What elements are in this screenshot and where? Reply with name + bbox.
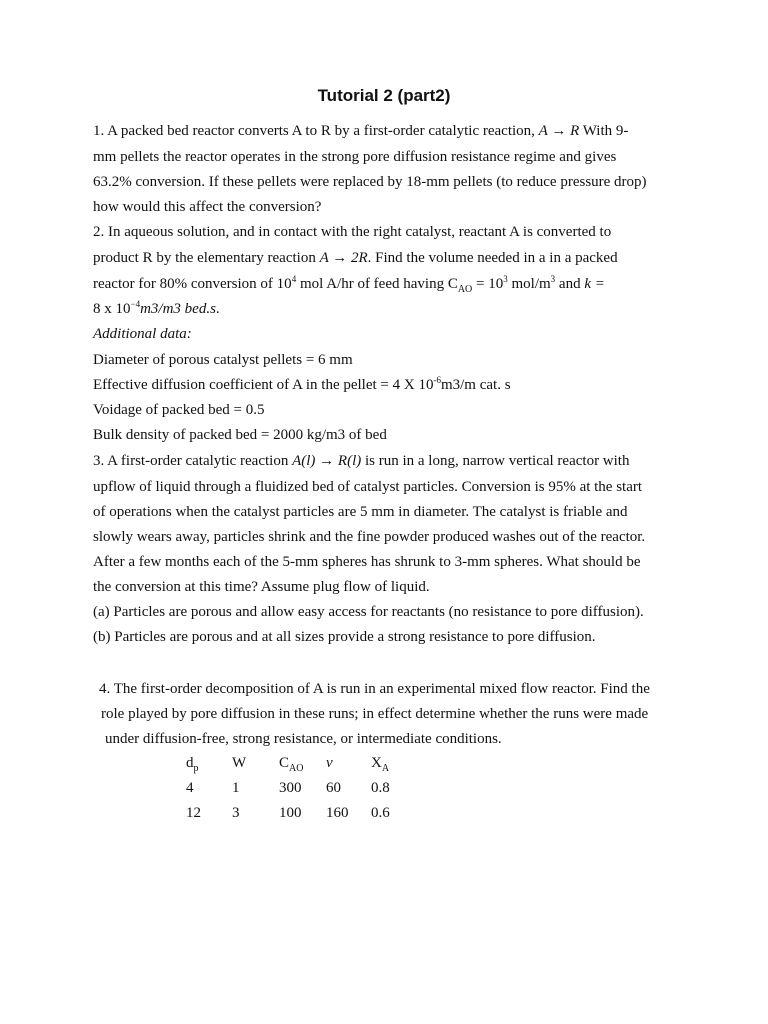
page-title: Tutorial 2 (part2) [317,86,451,105]
table-cell: 100 [279,805,302,821]
q1-line-3: 63.2% conversion. If these pellets were replaced by 18-mm pellets (to reduce pressure drop) [93,174,647,190]
q2-line-2: product R by the elementary reaction A → 2R. Find the volume needed in a in a packed [93,250,618,266]
q3-line-3: of operations when the catalyst particles are 5 mm in diameter. The catalyst is friable and [93,504,628,520]
q3-part-b: (b) Particles are porous and at all sizes provide a strong resistance to pore diffusion. [93,629,596,645]
q3-line-5: After a few months each of the 5-mm spheres has shrunk to 3-mm spheres. What should be [93,554,641,570]
table-cell: 300 [279,780,302,796]
table-header-v: v [326,755,333,771]
q2-reaction-equation: A → 2R [319,250,368,266]
table-header-w: W [232,755,247,771]
q4-line-3: under diffusion-free, strong resistance, or intermediate conditions. [105,731,502,747]
q2-line-4: 8 x $10^{-4}m3/m3$ bed.s. [93,299,220,317]
data-bulk-density: Bulk density of packed bed = 2000 kg/m3 of bed [93,427,387,443]
q2-line-3: reactor for 80% conversion of $10^4$ mol A/hr of feed having $C_{AO} = 10^3$ mol/$m^3$ and k = [93,274,605,295]
table-cell: 1 [232,780,240,796]
table-header-cao: $C_{AO}$ [279,755,304,774]
q3-line-6: the conversion at this time? Assume plug flow of liquid. [93,579,430,595]
table-cell: 3 [232,805,240,821]
q1-line-4: how would this affect the conversion? [93,199,322,215]
q1-line-2: mm pellets the reactor operates in the strong pore diffusion resistance regime and gives [93,149,617,165]
q3-reaction-equation: A(l) → R(l) [292,453,362,469]
data-voidage: Voidage of packed bed = 0.5 [93,402,265,418]
q3-line-2: upflow of liquid through a fluidized bed of catalyst particles. Conversion is 95% at the start [93,479,643,495]
q1-line-1: 1. A packed bed reactor converts A to R by a first-order catalytic reaction, A → R With 9- [93,123,629,139]
table-cell: 160 [326,805,349,821]
data-pellet-diameter: Diameter of porous catalyst pellets = 6 mm [93,352,353,368]
table-header-xa: $X_A$ [371,755,390,774]
q4-line-1: 4. The first-order decomposition of A is run in an experimental mixed flow reactor. Find the [99,681,650,697]
data-diffusion-coefficient: Effective diffusion coefficient of A in the pellet = 4 X $10^{-6}m3/m$ cat. s [93,375,511,393]
additional-data-heading: Additional data: [93,326,192,342]
q2-line-1: 2. In aqueous solution, and in contact with the right catalyst, reactant A is converted to [93,224,612,240]
q3-line-4: slowly wears away, particles shrink and the fine powder produced washes out of the reactor. [93,529,646,545]
table-header-dp: $d_p$ [186,755,199,774]
table-cell: 60 [326,780,341,796]
q3-part-a: (a) Particles are porous and allow easy access for reactants (no resistance to pore diffusion). [93,604,644,620]
table-cell: 4 [186,780,194,796]
q1-reaction-equation: A → R [538,123,580,139]
table-cell: 0.6 [371,805,390,821]
table-cell: 0.8 [371,780,390,796]
q3-line-1: 3. A first-order catalytic reaction A(l) → R(l) is run in a long, narrow vertical reactor with [93,453,630,469]
table-cell: 12 [186,805,201,821]
q2-rate-constant-symbol: k = [584,276,605,292]
q4-line-2: role played by pore diffusion in these runs; in effect determine whether the runs were made [101,706,649,722]
